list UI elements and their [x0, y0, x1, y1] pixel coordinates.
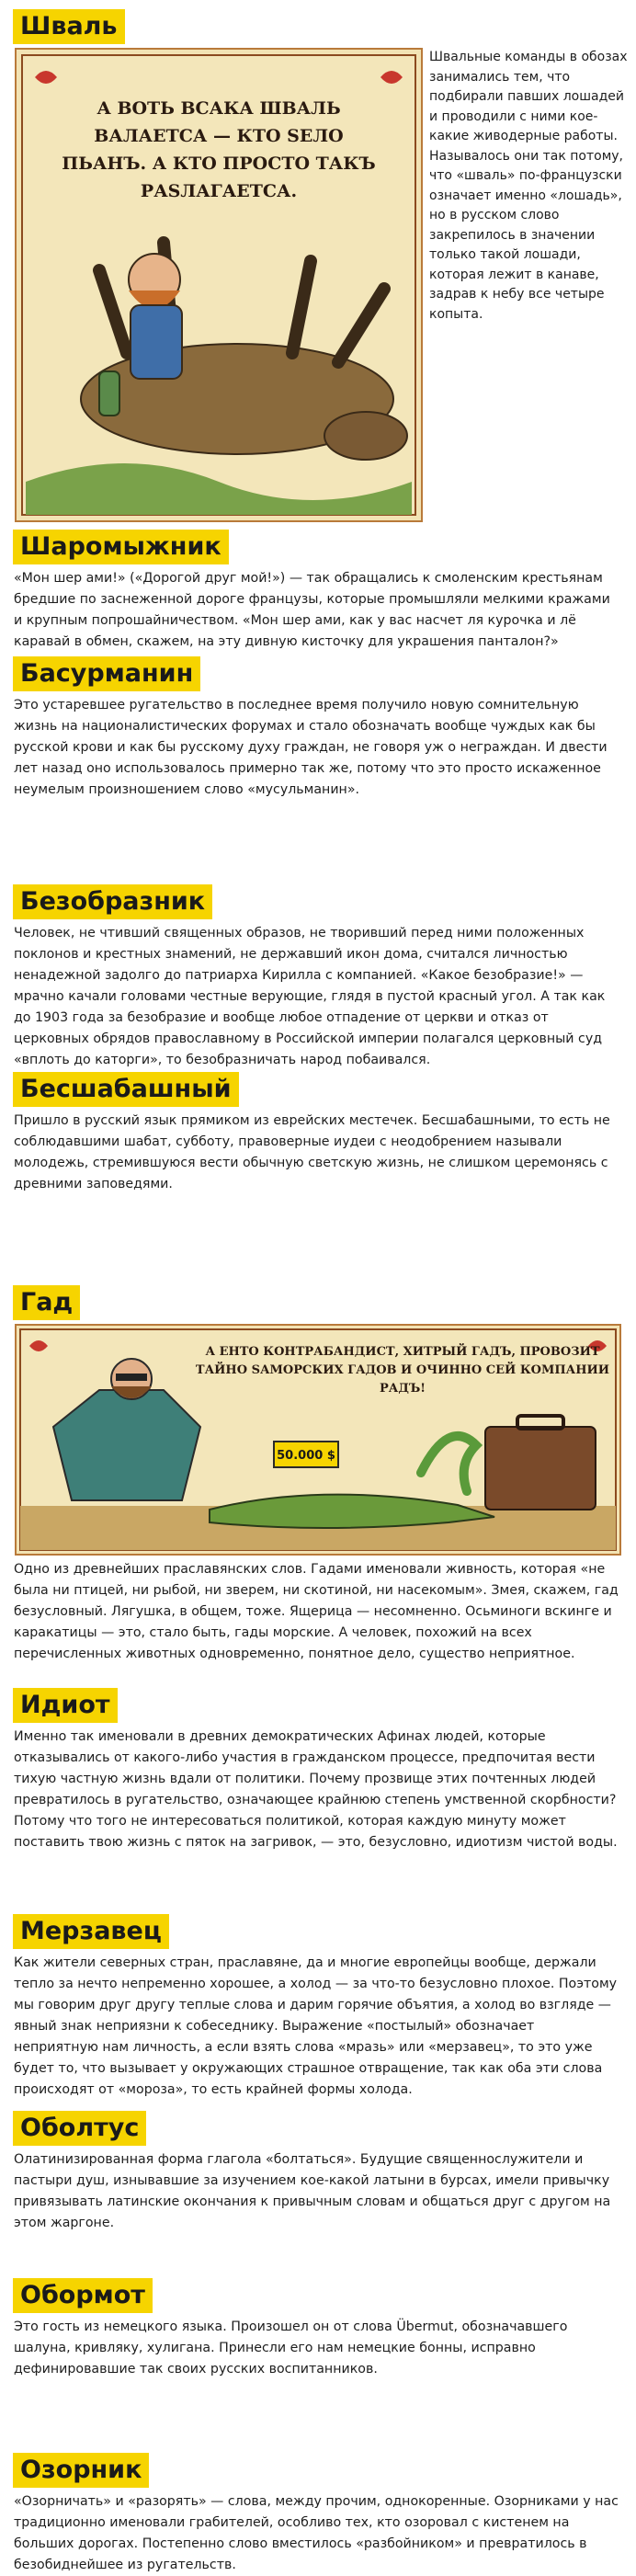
svg-text:А ЕНТО КОНТРАБАНДИСТ, ХИТРЫЙ Г: А ЕНТО КОНТРАБАНДИСТ, ХИТРЫЙ ГАДЪ, ПРОВОЗИТ — [205, 1345, 600, 1359]
section-title-basurmanin: Басурманин — [13, 656, 200, 691]
section-title-sharomyzhnik: Шаромыжник — [13, 530, 229, 564]
section-text-bezobraznik: Человек, не чтивший священных образов, не творивший перед ними положенных поклонов и крестных знамений, не державший икон дома, считался личностью ненадежной задолго до патриарха Кирилла с компанией. «Какое безобразие!» — мрачно качали головами честные верующие, глядя в пустой красный угол. А так как до 1903 года за безобразие и вообще любое отпадение от церкви и отказ от церковных обрядов православному в Российской империи полагался церковный суд «вплоть до каторги», то безобразничать народ побаивался. — [14, 926, 606, 1067]
section-text-sharomyzhnik: «Мон шер ами!» («Дорогой друг мой!») — так обращались к смоленским крестьянам бредшие по заснеженной дороге французы, которые промышляли мелкими кражами и крупным попрошайничеством. «Мон шер ами, как у вас насчет ля курочка и лё каравай в обмен, скажем, на эту дивную кисточку для украшения панталон?» — [14, 571, 610, 649]
svg-text:ВАЛАЕТСА — КТО SЕЛО: ВАЛАЕТСА — КТО SЕЛО — [94, 126, 344, 146]
section-text-obormot: Это гость из немецкого языка. Произошел он от слова Übermut, обозначавшего шалуна, кривляку, хулигана. Принесли его нам немецкие бонны, исправно дефинировавшие так своих русских воспитанников. — [14, 2320, 568, 2377]
section-text-merzavets: Как жители северных стран, праславяне, да и многие европейцы вообще, держали тепло за нечто непременно хорошее, а холод — за что-то безусловно плохое. Поэтому мы говорим друг другу теплые слова и дарим горячие объятия, а холод во взгляде — явный знак неприязни к собеседнику. Выражение «постылый» обозначает неприятную нам личность, а если взять слова «мразь» или «мерзавец», то это уже будет то, что вызывает у окружающих страшное отвращение, так как оба эти слова происходят от «мороза», то есть крайней формы холода. — [14, 1955, 618, 2097]
section-text-shval: Швальные команды в обозах занимались тем, что подбирали павших лошадей и проводили с ними кое-какие живодерные работы. Называлось они так потому, что «шваль» по-французски означает именно «лошадь», но в русском слово закрепилось в значении только такой лошади, которая лежит в канаве, задрав к небу все четыре копыта. — [429, 50, 628, 322]
svg-text:А ВОТЬ ВСАКА ШВАЛЬ: А ВОТЬ ВСАКА ШВАЛЬ — [97, 98, 341, 119]
section-title-idiot: Идиот — [13, 1688, 118, 1723]
section-title-beshabashny: Бесшабашный — [13, 1072, 239, 1107]
section-title-gad: Гад — [13, 1285, 80, 1320]
section-title-merzavets: Мерзавец — [13, 1914, 169, 1949]
svg-text:50.000 $: 50.000 $ — [277, 1449, 335, 1463]
section-title-shval: Шваль — [13, 9, 125, 44]
section-text-beshabashny: Пришло в русский язык прямиком из еврейских местечек. Бесшабашными, то есть не соблюдавшими шабат, субботу, правоверные иудеи с неодобрением называли молодежь, стремившуюся вести обычную светскую жизнь, не слишком церемонясь с древними заповедями. — [14, 1113, 610, 1191]
section-text-idiot: Именно так именовали в древних демократических Афинах людей, которые отказывались от какого-либо участия в гражданском процессе, предпочитая вести тихую частную жизнь вдали от политики. Почему прозвище этих почтенных людей превратилось в ругательство, означающее крайнюю степень умственной скорбности? Потому что того не интересоваться политикой, которая каждую минуту может поставить твою жизнь с пяток на загривок, — это, безусловно, идиотизм чистой воды. — [14, 1729, 618, 1850]
section-text-gad: Одно из древнейших праславянских слов. Гадами именовали живность, которая «не была ни птицей, ни рыбой, ни зверем, ни скотиной, ни насекомым». Змея, скажем, гад безусловный. Лягушка, в общем, тоже. Ящерица — несомненно. Осьминоги вскинге и каракатицы — это, стало быть, гады морские. А человек, похожий на всех перечисленных животных одновременно, понятное дело, существо неприятное. — [14, 1562, 619, 1661]
svg-text:ТАЙНО SАМОРСКИХ ГАДОВ И ОЧИННО: ТАЙНО SАМОРСКИХ ГАДОВ И ОЧИННО СЕЙ КОМПАНИИ — [195, 1363, 610, 1377]
section-title-ozornik: Озорник — [13, 2453, 149, 2488]
shval-illustration — [15, 48, 423, 522]
section-title-bezobraznik: Безобразник — [13, 884, 212, 919]
section-text-oboltus: Олатинизированная форма глагола «болтаться». Будущие священнослужители и пастыри душ, изнывавшие за изучением кое-какой латыни в бурсах, имели привычку привязывать латинские окончания к привычным словам и общаться друг с другом на этом жаргоне. — [14, 2152, 611, 2230]
section-text-basurmanin: Это устаревшее ругательство в последнее время получило новую сомнительную жизнь на националистических форумах и стало обозначать вообще чуждых как бы русской крови и как бы русскому духу граждан, не говоря уж о неграждан. И двести лет назад оно использовалось примерно так же, потому что это просто искаженное неумелым произношением слово «мусульманин». — [14, 698, 608, 797]
svg-text:ПЬАНЪ. А КТО ПРОСТО ТАКЪ: ПЬАНЪ. А КТО ПРОСТО ТАКЪ — [62, 154, 376, 174]
section-text-ozornik: «Озорничать» и «разорять» — слова, между прочим, однокоренные. Озорниками у нас традиционно именовали грабителей, особливо тех, кто озоровал с кистенем на больших дорогах. Постепенно слово вместилось «разбойником» и превратилось в безобиднейшее из ругательств. — [14, 2494, 619, 2572]
svg-text:РАДЪ!: РАДЪ! — [379, 1382, 426, 1396]
section-title-oboltus: Оболтус — [13, 2111, 146, 2146]
gad-illustration — [15, 1324, 621, 1556]
svg-text:РАSЛАГАЕТСА.: РАSЛАГАЕТСА. — [140, 181, 298, 201]
section-title-obormot: Обормот — [13, 2278, 153, 2313]
